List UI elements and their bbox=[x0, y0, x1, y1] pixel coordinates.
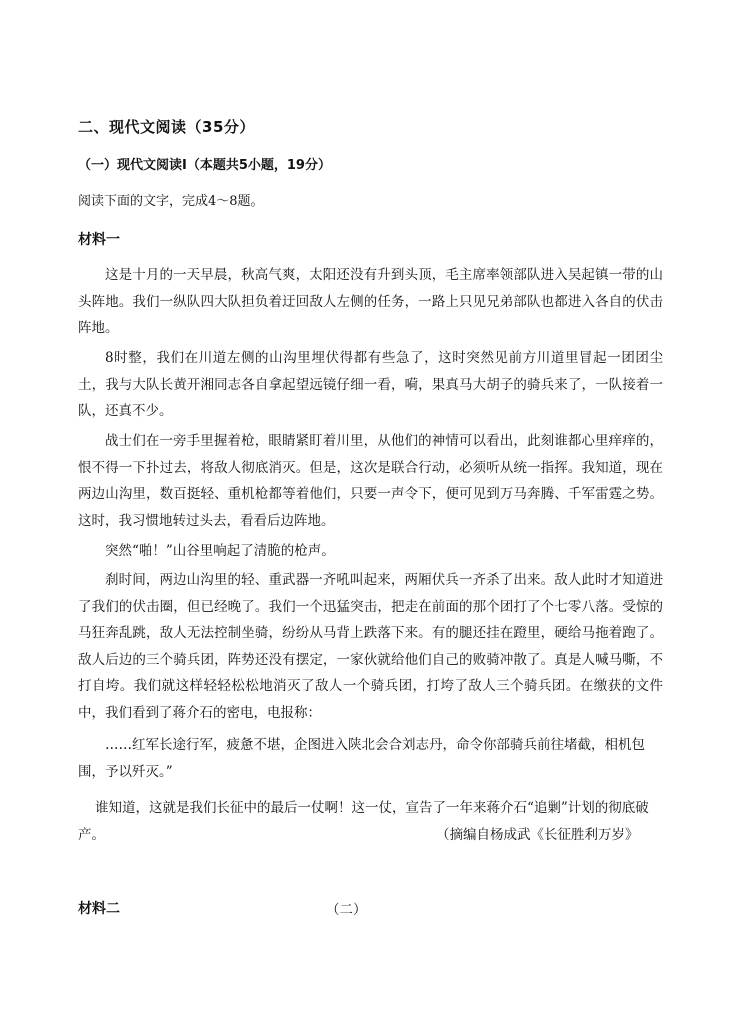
paragraph: 突然“啪！”山谷里响起了清脆的枪声。 bbox=[105, 543, 335, 559]
paragraph: 战士们在一旁手里握着枪，眼睛紧盯着川里，从他们的神情可以看出，此刻谁都心里痒痒的，恨不得一下扑过去，将敌人彻底消灭。但是，这次是联合行动，必须听从统一指挥。我知道，现在两边山沟里，数百挺轻、重机枪都等着他们，只要一声令下，便可见到万马奔腾、千军雷霆之势。这时，我习惯地转过头去，看看后边阵地。 bbox=[78, 433, 663, 529]
paragraph: 8时整，我们在川道左侧的山沟里埋伏得都有些急了，这时突然见前方川道里冒起一团团尘土，我与大队长黄开湘同志各自拿起望远镜仔细一看，嗬，果真马大胡子的骑兵来了，一队接着一队，还真不少。 bbox=[78, 350, 663, 419]
paragraph: 刹时间，两边山沟里的轻、重武器一齐吼叫起来，两厢伏兵一齐杀了出来。敌人此时才知道进了我们的伏击圈，但已经晚了。我们一个迅猛突击，把走在前面的那个团打了个七零八落。受惊的马狂奔乱跳，敌人无法控制坐骑，纷纷从马背上跌落下来。有的腿还挂在蹬里，硬给马拖着跑了。敌人后边的三个骑兵团，阵势还没有摆定，一家伙就给他们自己的败骑冲散了。真是人喊马嘶，不打自垮。我们就这样轻轻松松地消灭了敌人一个骑兵团，打垮了敌人三个骑兵团。在缴获的文件中，我们看到了蒋介石的密电，电报称： bbox=[78, 572, 663, 721]
material-one-label: 材料一 bbox=[78, 232, 120, 248]
source-citation: （摘编自杨成武《长征胜利万岁》 bbox=[436, 827, 639, 843]
subsection-title: （一）现代文阅读Ⅰ（本题共5小题，19分） bbox=[78, 158, 331, 173]
instruction: 阅读下面的文字，完成4～8题。 bbox=[78, 194, 264, 209]
page-marker: （二） bbox=[326, 902, 367, 918]
conclusion-paragraph: 谁知道，这就是我们长征中的最后一仗啊！这一仗，宣告了一年来蒋介石“追剿”计划的彻底破产。 bbox=[78, 800, 649, 843]
paragraph: 这是十月的一天早晨，秋高气爽，太阳还没有升到头顶，毛主席率领部队进入吴起镇一带的山头阵地。我们一纵队四大队担负着迂回敌人左侧的任务，一路上只见兄弟部队也都进入各自的伏击阵地。 bbox=[78, 267, 663, 336]
section-title: 二、现代文阅读（35分） bbox=[78, 118, 255, 136]
material-two-label: 材料二 bbox=[78, 901, 120, 917]
telegram-quote: ……红军长途行军，疲惫不堪，企图进入陕北会合刘志丹，命令你部骑兵前往堵截，相机包围，予以歼灭。” bbox=[78, 737, 645, 780]
